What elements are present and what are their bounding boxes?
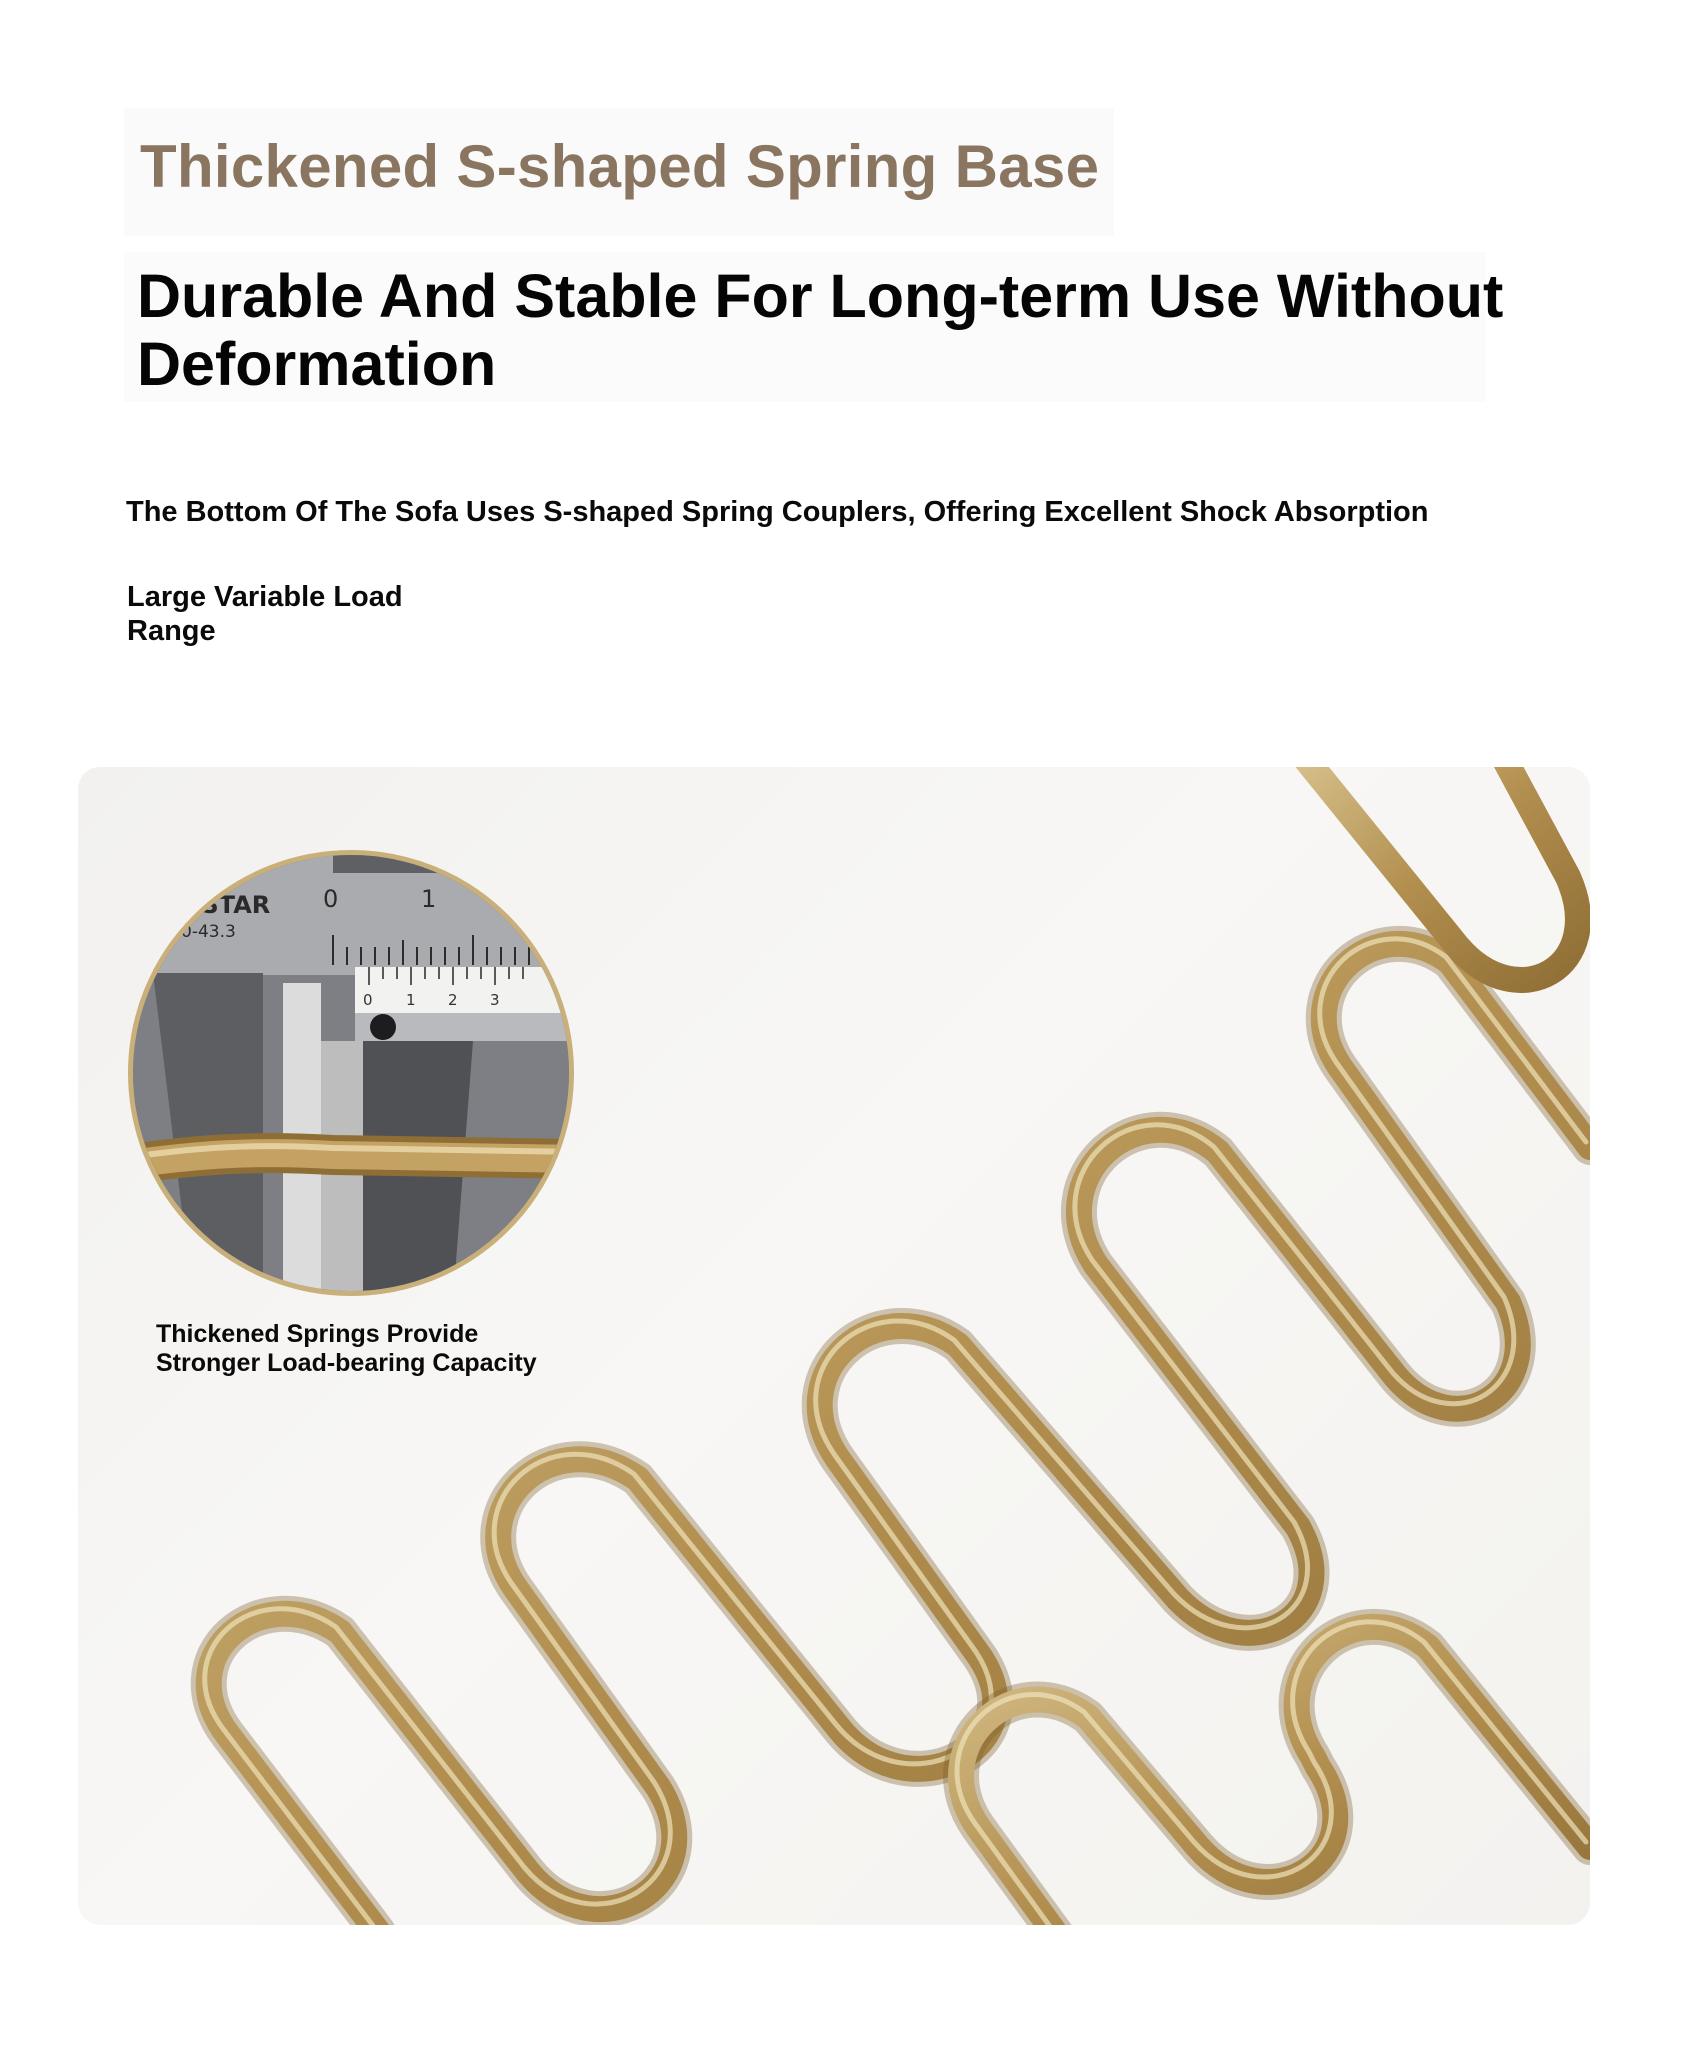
main-scale-1: 1 (421, 885, 437, 913)
caliper-range: 0-43.3 (181, 922, 236, 942)
description-text: The Bottom Of The Sofa Uses S-shaped Spring Couplers, Offering Excellent Shock Absorption (126, 496, 1429, 528)
caliper-measurement-image (133, 855, 574, 1296)
caliper-closeup (128, 850, 574, 1296)
vernier-1: 1 (406, 991, 416, 1009)
page-title: Thickened S-shaped Spring Base (140, 133, 1100, 200)
page-subtitle: Durable And Stable For Long-term Use Without Deformation (137, 262, 1504, 398)
caliper-brand: ESTAR (185, 891, 271, 919)
vernier-2: 2 (448, 991, 458, 1009)
feature-text: Large Variable Load Range (127, 581, 403, 647)
inset-caption: Thickened Springs Provide Stronger Load-bearing Capacity (156, 1320, 537, 1377)
vernier-0: 0 (363, 991, 373, 1009)
main-scale-0: 0 (323, 885, 339, 913)
vernier-3: 3 (490, 991, 500, 1009)
